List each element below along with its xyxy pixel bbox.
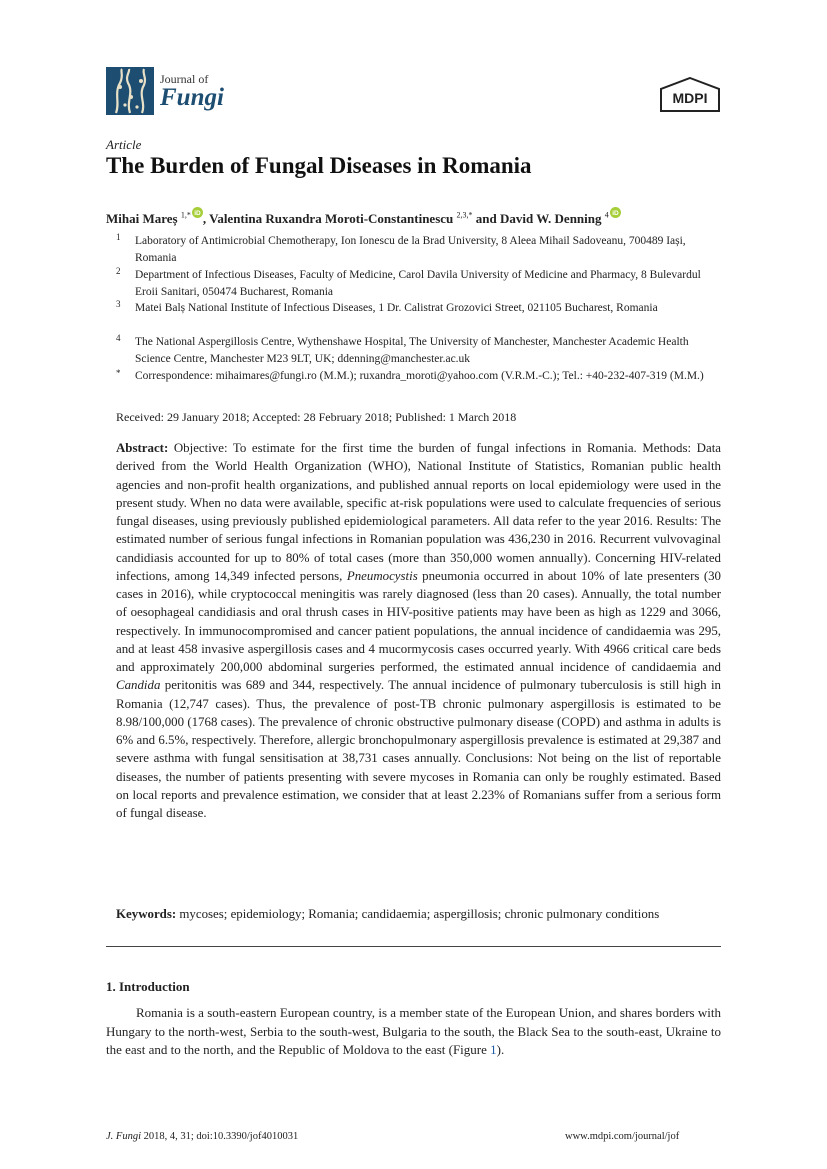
figure-reference-link[interactable]: 1 xyxy=(490,1042,497,1057)
author-affiliation-sup: 4 xyxy=(604,210,609,220)
svg-text:iD: iD xyxy=(612,210,619,217)
section-divider xyxy=(106,946,721,947)
author-name: David W. Denning xyxy=(499,211,602,226)
journal-name: Fungi xyxy=(160,84,224,111)
author-affiliation-sup: 2,3,* xyxy=(456,210,473,220)
journal-of-label: Journal of xyxy=(160,72,209,86)
affiliation-number: 2 xyxy=(116,266,121,276)
author-name: Valentina Ruxandra Moroti-Constantinescu xyxy=(209,211,454,226)
affiliation-text: Department of Infectious Diseases, Faculty of Medicine, Carol Davila University of Medicine and Pharmacy, 8 Bulevardul Eroii Sanitari, 050474 Bucharest, Romania xyxy=(135,269,701,298)
introduction-text-end: ). xyxy=(496,1042,505,1057)
article-type: Article xyxy=(106,137,142,152)
author-separator: and xyxy=(472,211,500,226)
footer-citation-text: 2018, 4, 31; doi:10.3390/jof4010031 xyxy=(141,1131,299,1142)
abstract-italic-term: Candida xyxy=(116,678,161,693)
correspondence-marker: * xyxy=(116,368,121,378)
author-affiliation-sup: 1,* xyxy=(180,210,191,220)
mdpi-logo xyxy=(659,77,721,113)
keywords-text: mycoses; epidemiology; Romania; candidaemia; aspergillosis; chronic pulmonary conditions xyxy=(176,907,660,921)
affiliation-text: Matei Balș National Institute of Infectious Diseases, 1 Dr. Calistrat Grozovici Street, 021105 Bucharest, Romania xyxy=(135,302,658,314)
affiliation-number: 1 xyxy=(116,232,121,242)
keywords xyxy=(116,907,659,922)
orcid-icon[interactable] xyxy=(610,206,621,217)
orcid-icon[interactable] xyxy=(192,206,203,217)
footer-journal-abbrev: J. Fungi xyxy=(106,1131,141,1142)
affiliation-text: Laboratory of Antimicrobial Chemotherapy, Ion Ionescu de la Brad University, 8 Aleea Mihail Sadoveanu, 700489 Iași, Romania xyxy=(135,235,686,264)
abstract-italic-term: Pneumocystis xyxy=(346,568,418,583)
abstract-label: Abstract: xyxy=(116,441,169,455)
footer-citation xyxy=(106,1131,298,1142)
affiliation-text: The National Aspergillosis Centre, Wythenshawe Hospital, The University of Manchester, Manchester Academic Health Science Centre, Manchester M23 9LT, UK; ddenning@manchester.ac.uk xyxy=(135,336,689,365)
publication-dates: Received: 29 January 2018; Accepted: 28 February 2018; Published: 1 March 2018 xyxy=(116,410,517,424)
page-title: The Burden of Fungal Diseases in Romania xyxy=(106,153,532,178)
author-separator: , xyxy=(202,211,210,226)
mdpi-logo-text: MDPI xyxy=(672,90,708,106)
affiliation-number: 4 xyxy=(116,333,121,343)
keywords-label: Keywords: xyxy=(116,907,177,921)
affiliation-number: 3 xyxy=(116,299,121,309)
correspondence-text: Correspondence: mihaimares@fungi.ro (M.M.); ruxandra_moroti@yahoo.com (V.R.M.-C.); Tel.: +40-232-407-319 (M.M.) xyxy=(135,370,704,382)
abstract xyxy=(116,439,721,822)
introduction-text: Romania is a south-eastern European country, is a member state of the European Union, and shares borders with Hungary to the north-west, Serbia to the south-west, Bulgaria to the south, the Black Sea to the south-east, Ukraine to the east and to the north, and the Republic of Moldova to the east (Figure xyxy=(106,1005,721,1057)
abstract-text: peritonitis was 689 and 344, respectively. The annual incidence of pulmonary tuberculosis is still high in Romania (12,747 cases). Thus, the prevalence of post-TB chronic pulmonary aspergillosis is estimated to be 8.98/100,000 (1768 cases). The prevalence of chronic obstructive pulmonary disease (COPD) and asthma in adults is 6% and 6.5%, respectively. Therefore, allergic bronchopulmonary aspergillosis prevalence is estimated at 29,387 and severe asthma with fungal sensitisation at 38,731 cases annually. Conclusions: Not being on the list of reportable diseases, the number of patients presenting with severe mycoses in Romania can only be roughly estimated. Based on local reports and prevalence estimation, we consider that at least 2.23% of Romanians suffer from a serious form of fungal disease. xyxy=(116,678,721,820)
journal-logo-image xyxy=(106,67,154,115)
introduction-paragraph xyxy=(106,1004,721,1060)
svg-text:iD: iD xyxy=(194,210,201,217)
abstract-text: pneumonia occurred in about 10% of late presenters (30 cases in 2016), while cryptococcal meningitis was rarely diagnosed (less than 20 cases). Annually, the total number of oesophageal candidiasis and oral thrush cases in HIV-positive patients may have been as high as 1229 and 3066, respectively. In immunocompromised and cancer patient populations, the annual incidence of candidaemia was 295, and at least 458 invasive aspergillosis cases and 4 mucormycosis cases occurred yearly. With 4966 critical care beds and approximately 200,000 abdominal surgeries performed, the estimated annual incidence of candidaemia and xyxy=(116,568,721,674)
section-heading-introduction: 1. Introduction xyxy=(106,979,190,994)
footer-url[interactable]: www.mdpi.com/journal/jof xyxy=(565,1131,680,1142)
abstract-text: Objective: To estimate for the first time the burden of fungal infections in Romania. Methods: Data derived from the World Health Organization (WHO), National Institute of Statistics, Romanian public health agencies and non-profit health organizations, and published annual reports on local epidemiology were used in the present study. When no data were available, specific at-risk populations were used to calculate frequencies of serious fungal diseases, using previously published epidemiological parameters. All data refer to the year 2016. Results: The estimated number of serious fungal infections in Romanian population was 436,230 in 2016. Recurrent vulvovaginal candidiasis accounted for up to 80% of total cases (more than 350,000 women annually). Concerning HIV-related infections, among 14,349 infected persons, xyxy=(116,441,721,583)
author-name: Mihai Mareș xyxy=(106,211,178,226)
author-list xyxy=(106,206,621,227)
